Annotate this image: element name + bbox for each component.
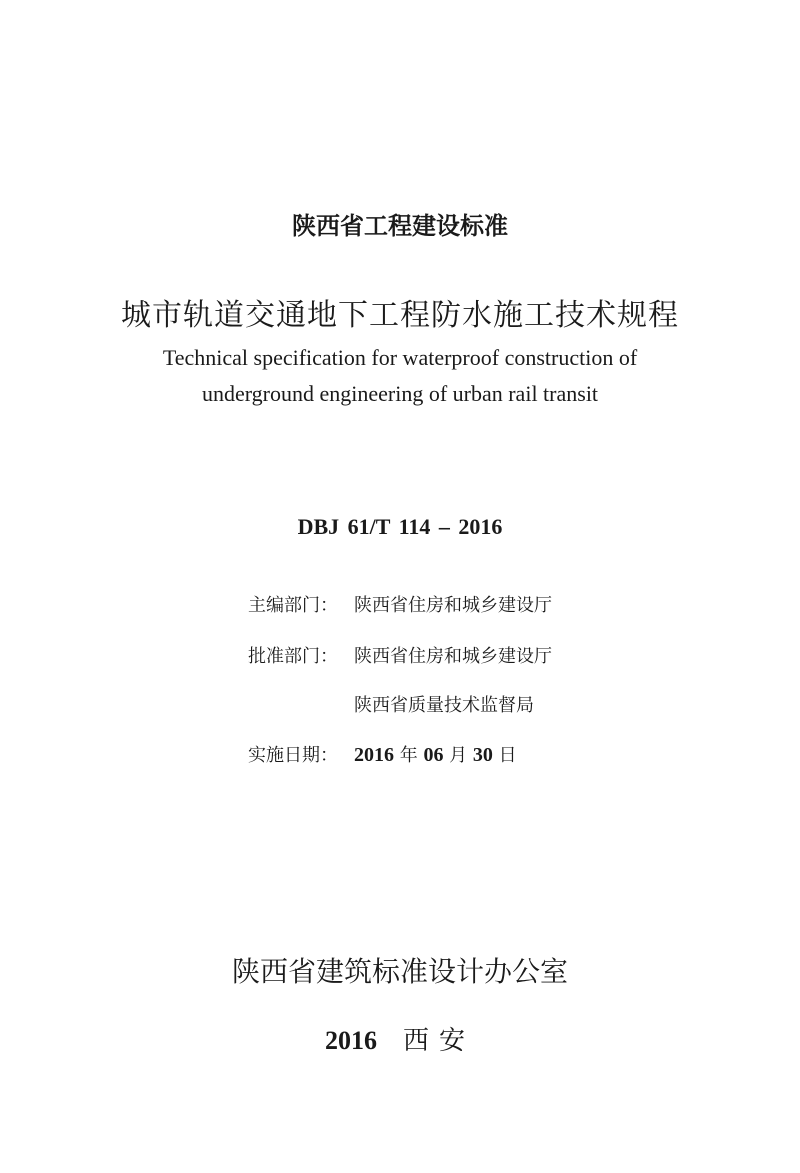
title-english-line2: underground engineering of urban rail transit [201, 381, 599, 406]
editor-row [248, 591, 552, 617]
approver-row-2 [354, 691, 534, 717]
date-label: 实施日期： [248, 745, 338, 766]
title-english-line1: Technical specification for waterproof construction of [162, 345, 638, 370]
effective-date-row [248, 741, 517, 767]
approver-label: 批准部门： [248, 646, 338, 667]
date-month-unit: 月 [443, 745, 473, 766]
date-year-unit: 年 [394, 745, 424, 766]
editor-value: 陕西省住房和城乡建设厅 [354, 595, 552, 616]
date-month: 06 [423, 744, 444, 766]
approver-value-2: 陕西省质量技术监督局 [354, 695, 534, 716]
publication-place [0, 1020, 800, 1057]
title-english [0, 340, 800, 412]
approver-value-1: 陕西省住房和城乡建设厅 [354, 646, 552, 667]
editor-label: 主编部门： [248, 595, 338, 616]
publisher: 陕西省建筑标准设计办公室 [231, 955, 568, 988]
title-chinese: 城市轨道交通地下工程防水施工技术规程 [121, 298, 679, 333]
date-day: 30 [472, 744, 493, 766]
publication-city: 西安 [402, 1026, 475, 1056]
standard-series: 陕西省工程建设标准 [292, 212, 508, 240]
standard-code: DBJ 61/T 114 – 2016 [297, 514, 503, 539]
date-day-unit: 日 [492, 745, 517, 766]
approver-row [248, 642, 552, 668]
date-year: 2016 [354, 744, 394, 766]
publication-year: 2016 [324, 1026, 377, 1055]
